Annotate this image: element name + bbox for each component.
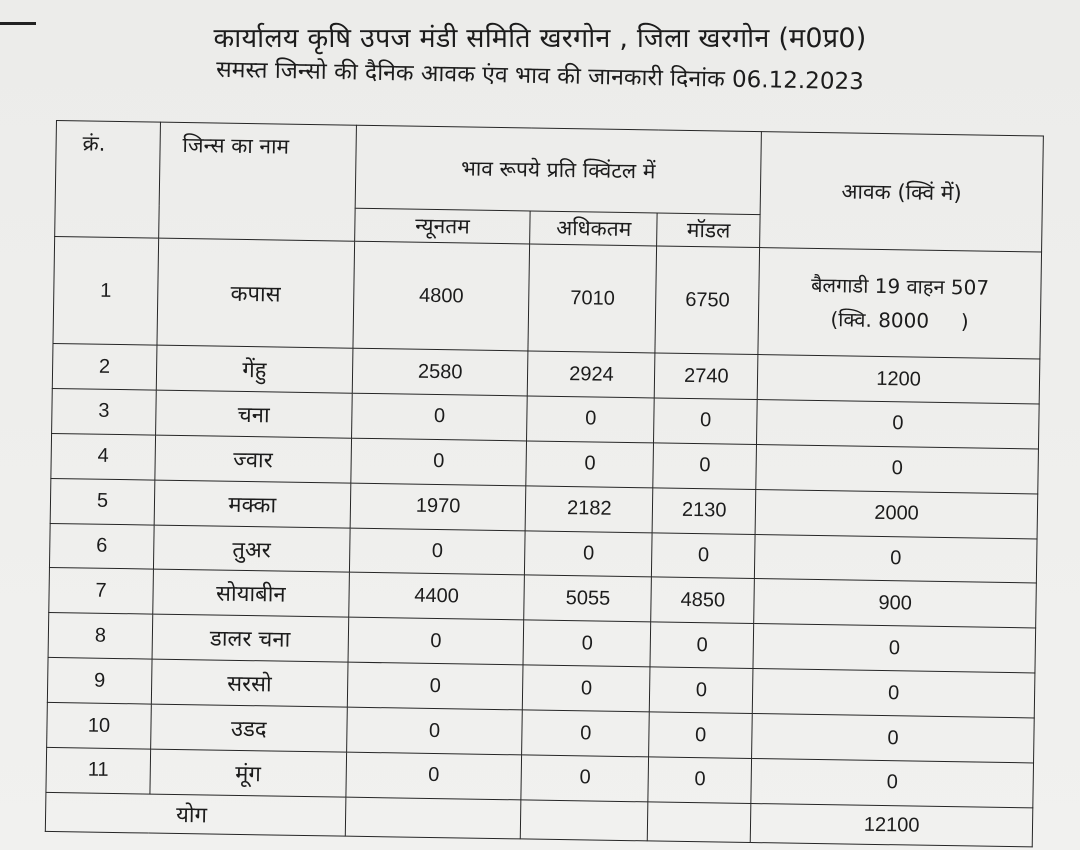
rates-table: [45, 120, 1044, 847]
cell-arrival: 1200: [757, 355, 1039, 404]
header-price-group: भाव रूपये प्रति क्विंटल में: [355, 125, 762, 214]
cell-min: 4800: [353, 241, 530, 351]
total-arrival: 12100: [750, 804, 1032, 847]
cell-max: 0: [525, 531, 653, 578]
cell-modal: 0: [650, 622, 754, 668]
total-modal: [648, 802, 751, 843]
total-label: योग: [45, 792, 345, 836]
cell-max: 2924: [528, 351, 656, 398]
cell-min: 0: [346, 707, 522, 755]
cell-serial: 2: [52, 344, 157, 391]
cell-arrival: 2000: [755, 489, 1037, 538]
cell-max: 0: [523, 665, 651, 712]
cell-modal: 0: [654, 398, 758, 444]
header-arrival: आवक (क्विं में): [760, 132, 1044, 252]
cell-serial: 5: [50, 478, 155, 525]
cell-commodity: सोयाबीन: [153, 570, 349, 618]
header-modal: मॉडल: [657, 213, 760, 248]
cell-serial: 8: [48, 613, 153, 660]
cell-modal: 0: [650, 667, 754, 713]
cell-min: 1970: [350, 483, 526, 531]
header-max: अधिकतम: [530, 211, 657, 246]
cell-serial: 6: [49, 523, 154, 570]
cell-min: 0: [351, 438, 527, 486]
cell-min: 0: [349, 528, 525, 576]
cell-serial: 11: [46, 747, 151, 794]
cell-modal: 0: [653, 443, 757, 489]
cell-commodity: गेंहु: [156, 345, 352, 393]
cell-commodity: कपास: [157, 238, 354, 348]
cell-serial: 10: [47, 703, 152, 750]
cell-modal: 4850: [651, 577, 755, 623]
header-commodity: जिन्स का नाम: [159, 122, 357, 241]
cell-commodity: उडद: [151, 704, 347, 752]
cell-serial: 7: [49, 568, 154, 615]
table-row: [53, 236, 1042, 359]
cell-commodity: डालर चना: [152, 614, 348, 662]
cell-max: 5055: [524, 575, 652, 622]
cell-modal: 0: [648, 757, 752, 804]
cell-min: 4400: [348, 573, 524, 621]
cell-arrival: 900: [754, 579, 1036, 628]
cell-commodity: सरसो: [151, 659, 347, 707]
cell-serial: 3: [52, 388, 157, 435]
document-title: कार्यालय कृषि उपज मंडी समिति खरगोन , जिला खरगोन (म0प्र0): [213, 23, 867, 54]
cell-arrival: 0: [756, 444, 1038, 493]
total-min: [345, 797, 521, 839]
cell-arrival: 0: [755, 534, 1037, 583]
header-serial: क्रं.: [55, 121, 161, 239]
cell-arrival: 0: [751, 758, 1033, 807]
cell-modal: 6750: [655, 246, 760, 355]
cell-max: 0: [522, 710, 650, 757]
cell-arrival: 0: [752, 669, 1034, 718]
cell-modal: 0: [652, 533, 756, 579]
cell-serial: 1: [53, 236, 159, 345]
cell-modal: 2740: [655, 353, 759, 399]
cell-max: 0: [521, 755, 649, 802]
cell-max: 7010: [528, 244, 657, 353]
cell-min: 2580: [352, 348, 528, 396]
cell-max: 2182: [526, 486, 654, 533]
header-min: न्यूनतम: [354, 208, 530, 244]
arrival-line2: (क्वि. 8000 ): [830, 307, 969, 334]
cell-min: 0: [347, 662, 523, 710]
cell-max: 0: [527, 396, 655, 443]
total-max: [521, 800, 648, 841]
document-subtitle: समस्त जिन्सो की दैनिक आवक एंव भाव की जानकारी दिनांक 06.12.2023: [215, 56, 864, 96]
cell-serial: 4: [51, 433, 156, 480]
cell-serial: 9: [47, 658, 152, 705]
cell-min: 0: [348, 618, 524, 666]
cell-min: 0: [351, 393, 527, 441]
cell-commodity: तुअर: [153, 525, 349, 573]
cell-arrival: 0: [753, 624, 1035, 673]
cell-modal: 0: [649, 712, 753, 758]
cell-max: 0: [523, 620, 651, 667]
arrival-line1: बैलगाडी 19 वाहन 507: [810, 272, 990, 300]
cell-modal: 2130: [652, 488, 756, 534]
cell-arrival: [758, 248, 1041, 360]
cell-commodity: मक्का: [154, 480, 350, 528]
cell-max: 0: [526, 441, 654, 488]
cell-arrival: 0: [757, 400, 1039, 449]
cell-commodity: चना: [155, 390, 351, 438]
cell-arrival: 0: [752, 714, 1034, 763]
cell-commodity: मूंग: [150, 749, 346, 797]
cell-commodity: ज्वार: [155, 435, 351, 483]
cell-min: 0: [346, 752, 522, 800]
